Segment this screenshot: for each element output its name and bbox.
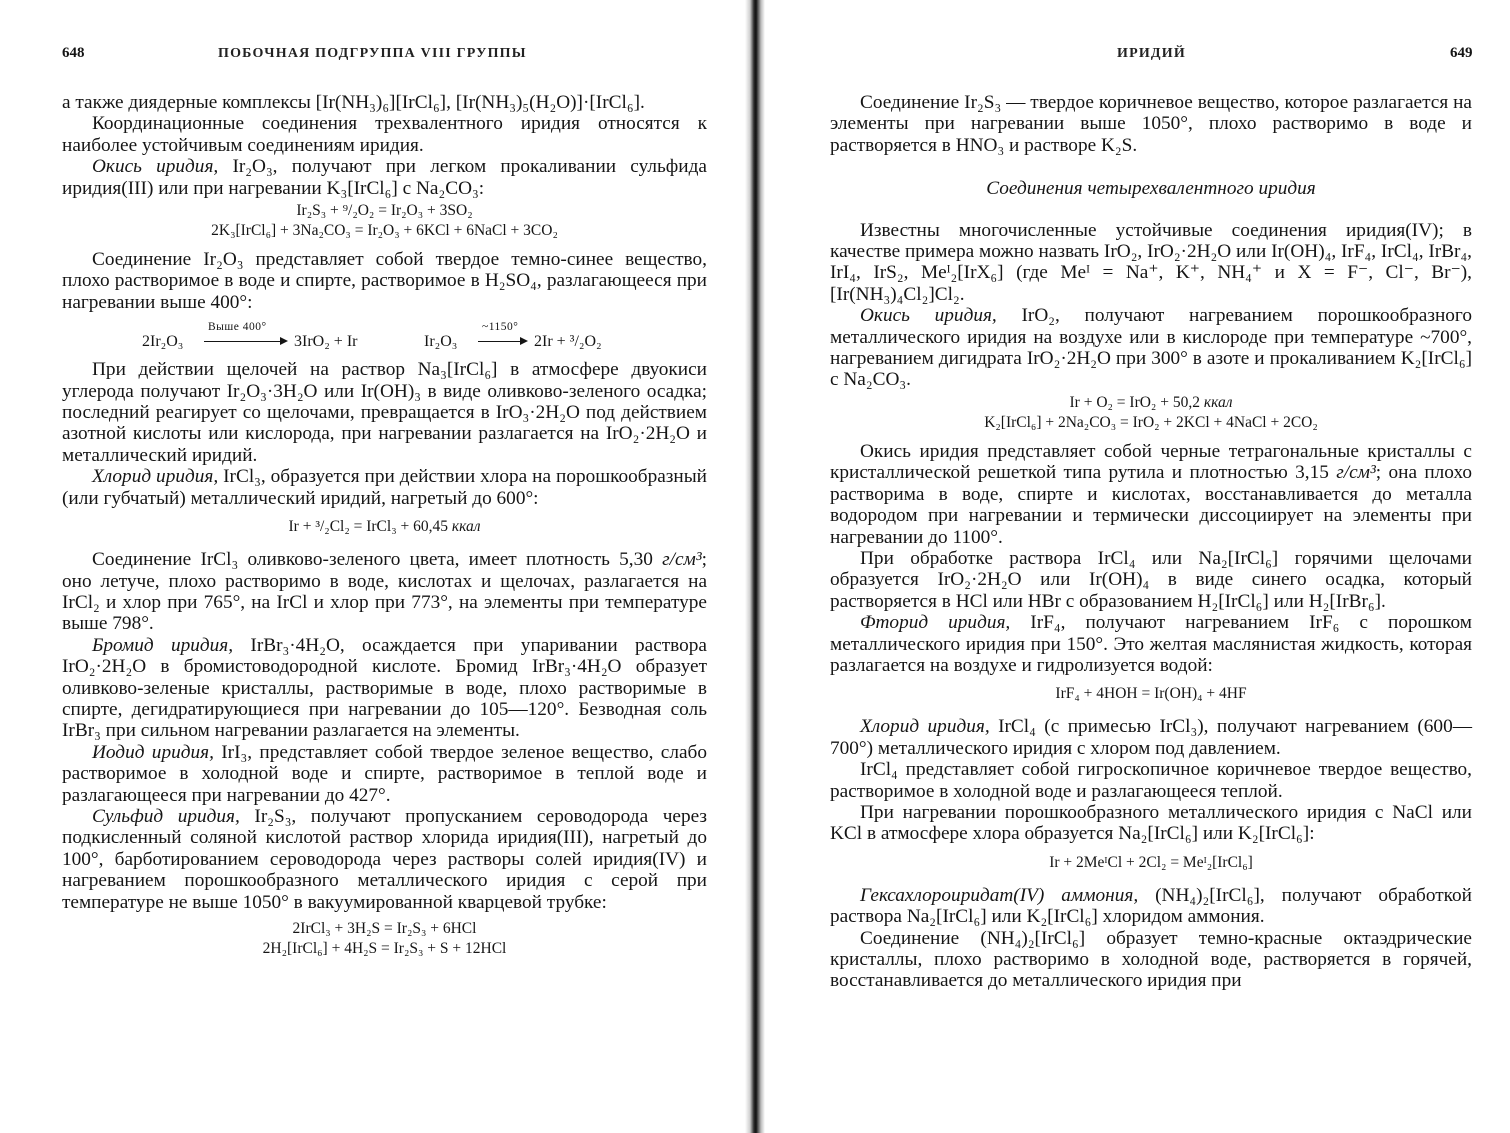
paragraph-text: IrBr₃·4H₂O, осаждается при упаривании раствора IrO₂·2H₂O в бромистоводородной кислоте. Бромид IrBr₃·4H₂O образует оливково-зеленые кристаллы, растворимые в воде, плохо растворимые в спирте, дегидратирующиеся при нагревании до 105—120°. Безводная соль IrBr₃ при сильном нагревании разлагается на элементы. — [62, 634, 707, 742]
arrow-icon — [478, 341, 526, 342]
unit: ккал — [1203, 393, 1233, 411]
paragraph-text: IrI₃, представляет собой твердое зеленое вещество, слабо растворимое в холодной воде и спирте, растворимое в теплой воде и разлагающееся при нагревании до 427°. — [62, 741, 707, 806]
paragraph: а также диядерные комплексы [Ir(NH₃)₆][IrCl₆], [Ir(NH₃)₅(H₂O)]·[IrCl₆]. — [62, 92, 645, 113]
unit: ккал — [451, 518, 481, 536]
paragraph: IrCl₄ представляет собой гигроскопичное коричневое твердое вещество, растворимое в холодной воде и разлагающееся теплой. — [830, 759, 1472, 802]
term: Сульфид иридия, — [92, 805, 240, 827]
equation-text: Ir + O₂ = IrO₂ + 50,2 — [1069, 393, 1204, 411]
term: Хлорид иридия, — [92, 466, 219, 488]
paragraph — [62, 549, 707, 635]
arrow-label: Выше 400° — [208, 321, 267, 334]
paragraph-text: IrCl₄ (с примесью IrCl₃), получают нагреванием (600—700°) металлического иридия с хлором под давлением. — [830, 716, 1472, 759]
unit: г/см³ — [1336, 462, 1376, 484]
paragraph-text: IrCl₃, образуется при действии хлора на порошкообразный (или губчатый) металлический иридий, нагретый до 600°: — [62, 466, 707, 509]
paragraph-text: ; оно летуче, плохо растворимо в воде, кислотах и щелочах, разлагается на IrCl₂ и хлор при 765°, на IrCl и хлор при 773°, на элементы при температуре выше 798°. — [62, 549, 707, 635]
equation-block — [830, 684, 1472, 704]
unit: г/см³ — [662, 549, 702, 571]
paragraph-text: Ir₂O₃, получают при легком прокаливании сульфида иридия(III) или при нагревании K₃[IrCl₆] с Na₂CO₃: — [62, 156, 707, 199]
paragraph — [62, 156, 707, 199]
paragraph-text: ; она плохо растворима в воде, спирте и кислотах, восстанавливается до металла водородом при нагревании и термически диссоциирует на элементы при нагревании до 1100°. — [830, 462, 1472, 548]
paragraph-text: IrO₂, получают нагреванием порошкообразного металлического иридия на воздухе или в кислороде при температуре ~700°, нагреванием дигидрата IrO₂·2H₂O при 300° в азоте и прокаливанием K₂[IrCl₆] с Na₂CO₃. — [830, 305, 1472, 391]
reactant: Ir₂O₃ — [424, 333, 458, 351]
product: 2Ir + ³/₂O₂ — [534, 333, 602, 351]
paragraph: Координационные соединения трехвалентного иридия относятся к наиболее устойчивым соединениям иридия. — [62, 113, 707, 156]
equation-block — [62, 517, 707, 537]
reaction-scheme — [62, 317, 707, 353]
equation: K₂[IrCl₆] + 2Na₂CO₃ = IrO₂ + 2KCl + 4NaCl + 2CO₂ — [984, 413, 1318, 431]
equation: Ir₂S₃ + ⁹/₂O₂ = Ir₂O₃ + 3SO₂ — [296, 202, 473, 220]
paragraph-text: Ir₂S₃, получают пропусканием сероводорода через подкисленный соляной кислотой раствор хлорида иридия(III), нагретый до 100°, барботированием сероводорода через растворы солей иридия(IV) и нагреванием порошкообразного металлического иридия с серой при температуре не выше 1050° в вакуумированной кварцевой трубке: — [62, 805, 707, 913]
paragraph: При обработке раствора IrCl₄ или Na₂[IrCl₆] горячими щелочами образуется IrO₂·2H₂O или Ir(OH)₄ в виде синего осадка, который растворяется в HCl или HBr с образованием H₂[IrCl₆] или H₂[IrBr₆]. — [830, 547, 1472, 612]
paragraph — [830, 885, 1472, 928]
term: Бромид иридия, — [92, 634, 234, 656]
left-page — [0, 0, 745, 1133]
paragraph: При действии щелочей на раствор Na₃[IrCl₆] в атмосфере двуокиси углерода получают Ir₂O₃·3H₂O или Ir(OH)₃ в виде оливково-зеленого осадка; последний реагирует со щелочами, превращается в IrO₃·2H₂O под действием азотной кислоты или кислорода, при нагревании разлагается на IrO₂·2H₂O и металлический иридий. — [62, 359, 707, 466]
equation-block — [830, 853, 1472, 873]
paragraph — [830, 305, 1472, 391]
paragraph — [62, 635, 707, 742]
paragraph: Соединение Ir₂S₃ — твердое коричневое вещество, которое разлагается на элементы при нагревании выше 1050°, плохо растворимо в воде и растворяется в HNO₃ и растворе K₂S. — [830, 92, 1472, 156]
paragraph-text: IrF₄, получают нагреванием IrF₆ с порошком металлического иридия при 150°. Это желтая маслянистая жидкость, которая разлагается на воздухе и гидролизуется водой: — [830, 612, 1472, 676]
paragraph: Соединение (NH₄)₂[IrCl₆] образует темно-красные октаэдрические кристаллы, плохо растворимо в холодной воде, растворяется в горячей, восстанавливается до металлического иридия при — [830, 927, 1472, 992]
paragraph — [62, 806, 707, 913]
equation: 2H₂[IrCl₆] + 4H₂S = Ir₂S₃ + S + 12HCl — [262, 940, 507, 957]
paragraph: При нагревании порошкообразного металлического иридия с NaCl или KCl в атмосфере хлора образуется Na₂[IrCl₆] или K₂[IrCl₆]: — [830, 801, 1472, 845]
reactant: 2Ir₂O₃ — [142, 333, 184, 351]
text-column — [62, 92, 707, 967]
equation-block — [62, 201, 707, 241]
equation — [62, 517, 707, 537]
paragraph-text: Окись иридия представляет собой черные тетрагональные кристаллы с кристаллической решеткой типа рутила и плотностью 3,15 — [830, 440, 1472, 484]
equation: 2K₃[IrCl₆] + 3Na₂CO₃ = Ir₂O₃ + 6KCl + 6NaCl + 3CO₂ — [211, 222, 558, 240]
paragraph: Известны многочисленные устойчивые соединения иридия(IV); в качестве примера можно назвать IrO₂, IrO₂·2H₂O или Ir(OH)₄, IrF₄, IrCl₄, IrBr₄, IrI₄, IrS₂, Meᴵ₂[IrX₆] (где Meᴵ = Na⁺, K⁺, NH₄⁺ и X = F⁻, Cl⁻, Br⁻), [Ir(NH₃)₄Cl₂]Cl₂. — [830, 219, 1472, 305]
equation-block — [830, 393, 1472, 433]
equation: 2IrCl₃ + 3H₂S = Ir₂S₃ + 6HCl — [292, 920, 477, 937]
equation: Ir + 2MeᴵCl + 2Cl₂ = Meᴵ₂[IrCl₆] — [1049, 853, 1253, 871]
term: Хлорид иридия, — [860, 716, 990, 738]
running-head: ИРИДИЙ — [1117, 46, 1186, 61]
paragraph — [62, 466, 707, 509]
paragraph-text: (NH₄)₂[IrCl₆], получают обработкой раствора Na₂[IrCl₆] или K₂[IrCl₆] хлоридом аммония. — [830, 884, 1472, 928]
equation-text: Ir + ³/₂Cl₂ = IrCl₃ + 60,45 — [288, 518, 452, 536]
equation — [830, 393, 1472, 413]
term: Гексахлороиридат(IV) аммония, — [860, 884, 1139, 906]
paragraph — [830, 441, 1472, 548]
paragraph: Соединение Ir₂O₃ представляет собой твердое темно-синее вещество, плохо растворимое в воде и спирте, растворимое в H₂SO₄, разлагающееся при нагревании выше 400°: — [62, 249, 707, 313]
term: Фторид иридия, — [860, 612, 1011, 634]
arrow-icon — [204, 341, 286, 342]
right-page — [765, 0, 1510, 1133]
text-column — [830, 92, 1472, 992]
running-head: ПОБОЧНАЯ ПОДГРУППА VIII ГРУППЫ — [218, 46, 527, 61]
term: Окись иридия, — [92, 156, 219, 178]
arrow-label: ~1150° — [482, 321, 519, 334]
paragraph — [830, 612, 1472, 676]
paragraph — [830, 716, 1472, 759]
product: 3IrO₂ + Ir — [294, 333, 358, 351]
equation: IrF₄ + 4HOH = Ir(OH)₄ + 4HF — [1055, 685, 1247, 703]
book-spine — [745, 0, 765, 1133]
term: Иодид иридия, — [92, 741, 214, 763]
paragraph — [62, 742, 707, 806]
term: Окись иридия, — [860, 305, 997, 327]
page-number: 649 — [1450, 45, 1473, 61]
page-number: 648 — [62, 45, 85, 61]
section-title: Соединения четырехвалентного иридия — [986, 178, 1316, 200]
equation-block — [62, 919, 707, 959]
paragraph-text: Соединение IrCl₃ оливково-зеленого цвета, имеет плотность 5,30 — [92, 549, 663, 571]
